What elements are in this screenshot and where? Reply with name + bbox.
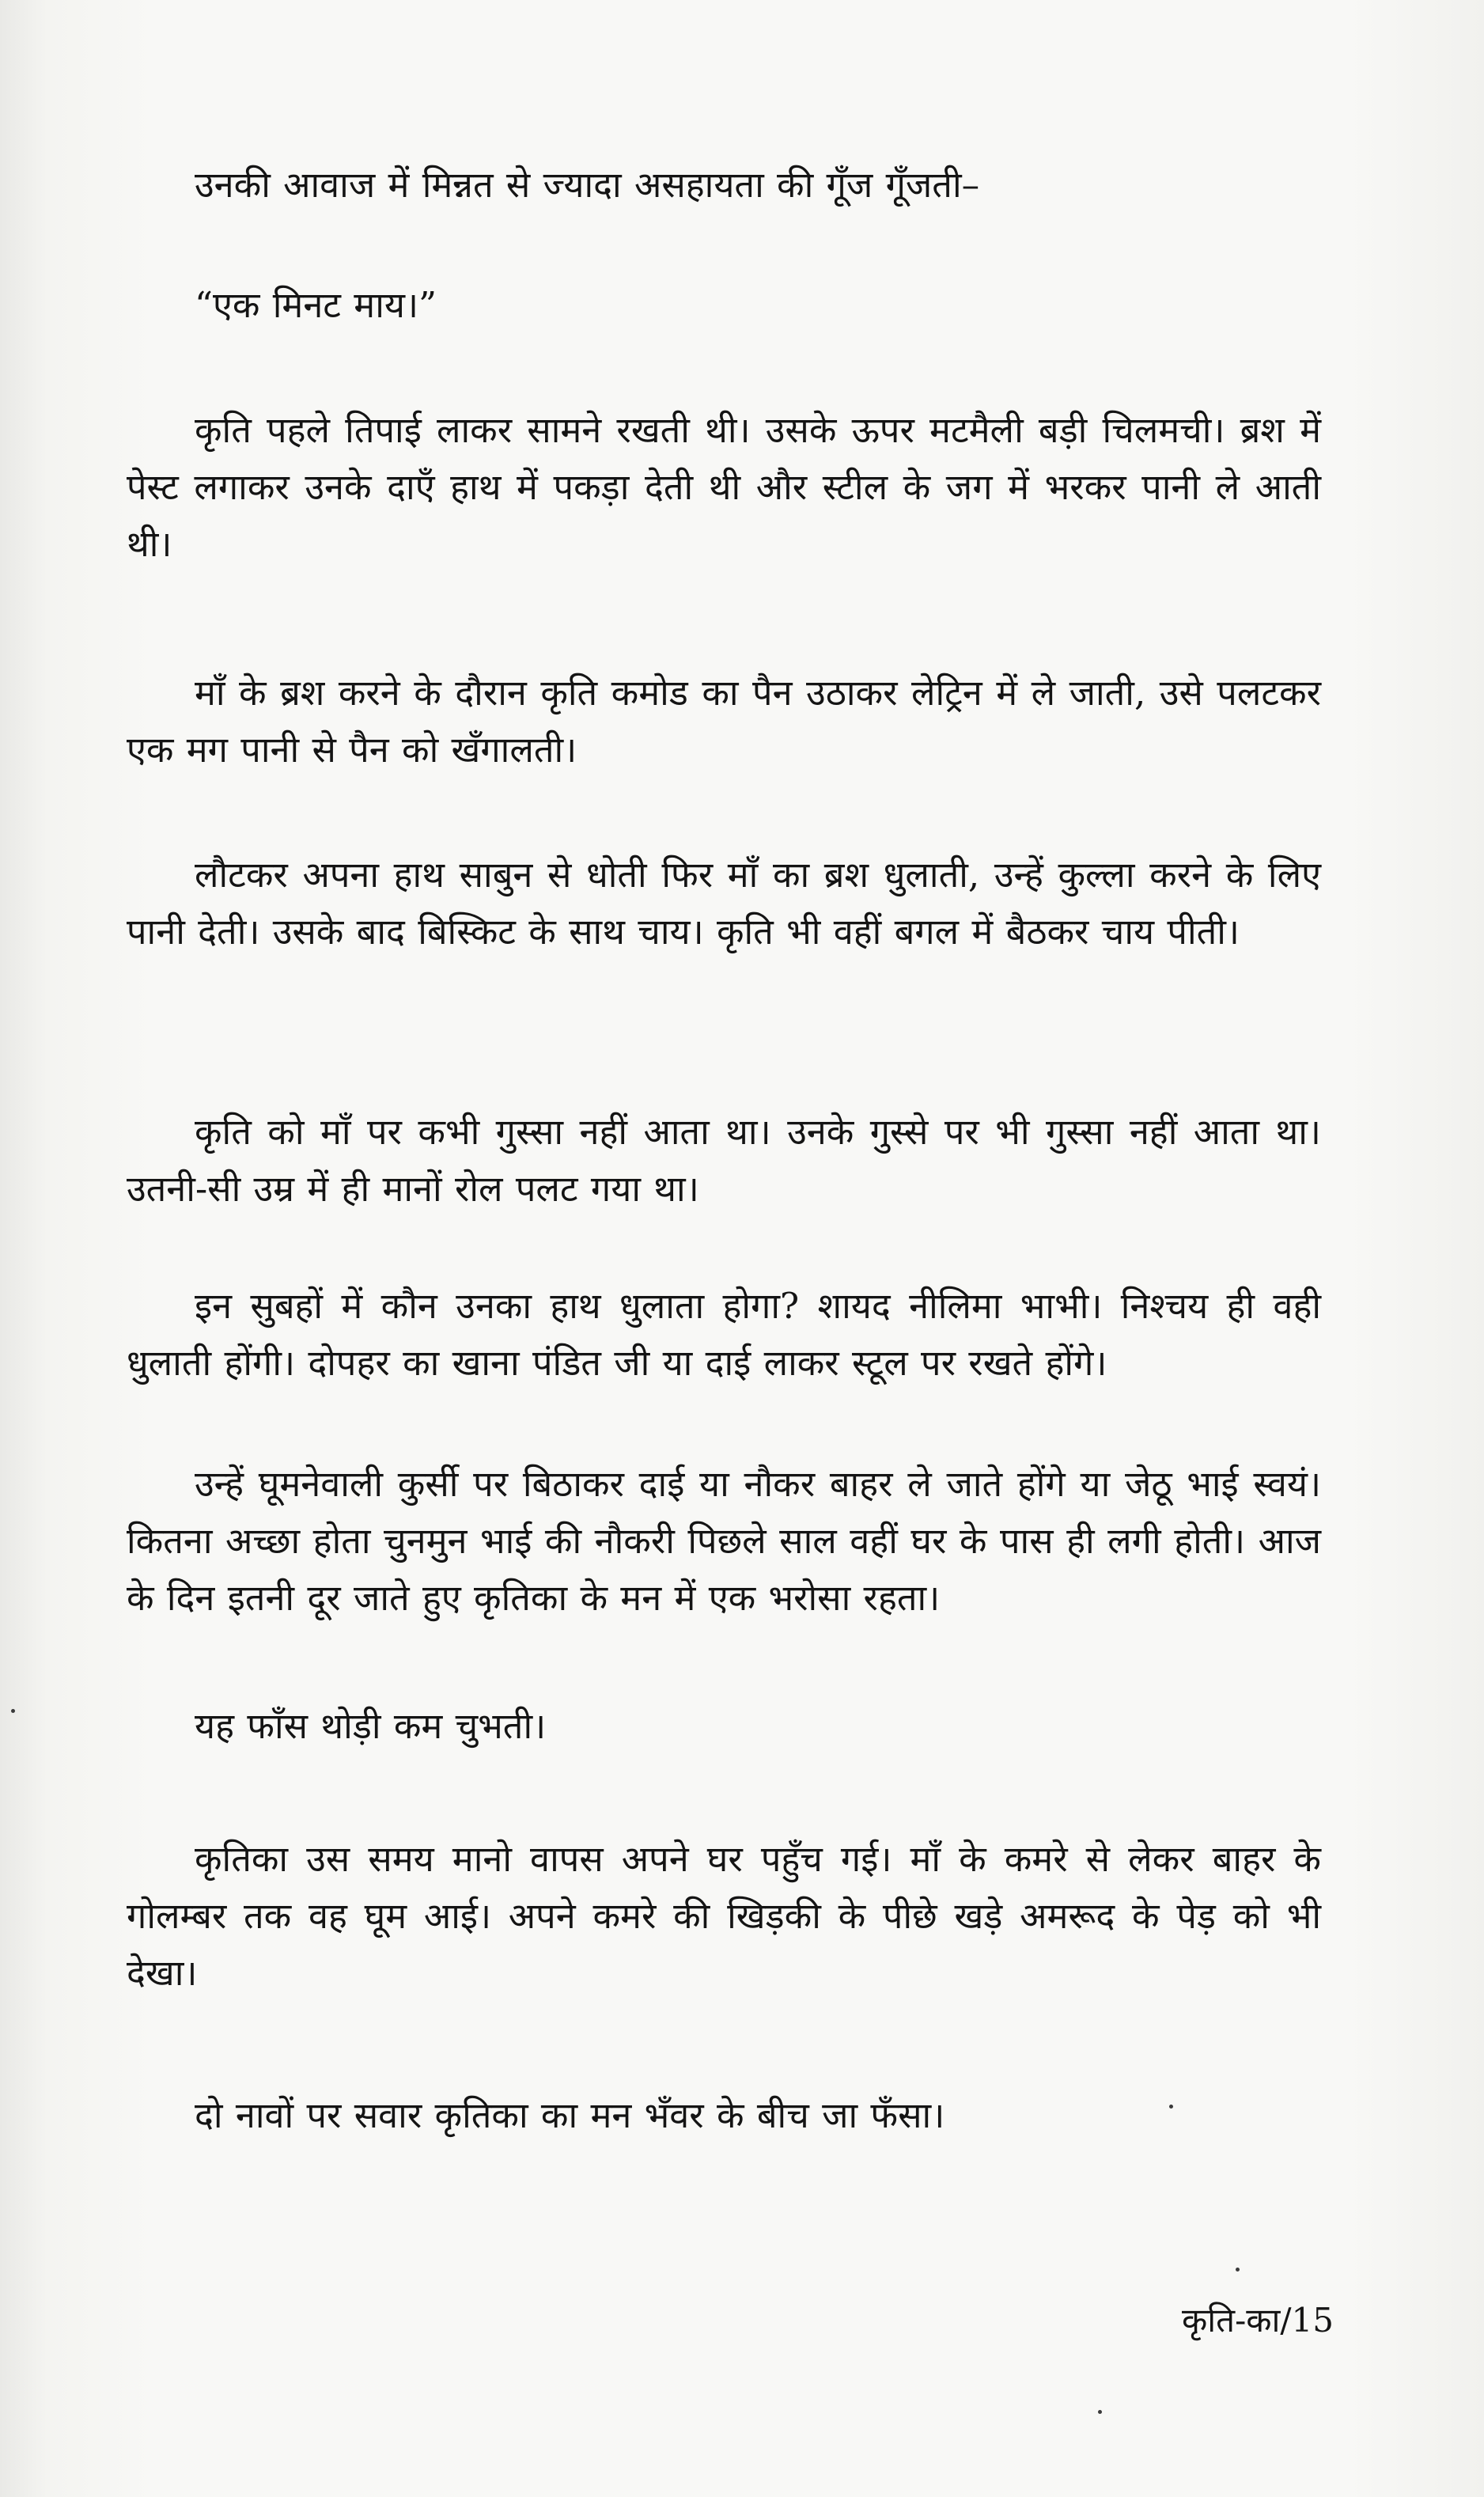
paragraph-6: कृति को माँ पर कभी गुस्सा नहीं आता था। उनके गुस्से पर भी गुस्सा नहीं आता था। उतनी-सी उम्र में ही मानों रोल पलट गया था। <box>127 1111 1321 1210</box>
paragraph-7: इन सुबहों में कौन उनका हाथ धुलाता होगा? शायद नीलिमा भाभी। निश्चय ही वही धुलाती होंगी। दोपहर का खाना पंडित जी या दाई लाकर स्टूल पर रखते होंगे। <box>127 1285 1321 1384</box>
paragraph-10: कृतिका उस समय मानो वापस अपने घर पहुँच गई। माँ के कमरे से लेकर बाहर के गोलम्बर तक वह घूम आई। अपने कमरे की खिड़की के पीछे खड़े अमरूद के पेड़ को भी देखा। <box>127 1838 1321 1994</box>
paragraph-2: “एक मिनट माय।” <box>195 284 437 326</box>
ink-speck <box>1236 2268 1240 2272</box>
paragraph-11: दो नावों पर सवार कृतिका का मन भँवर के बीच जा फँसा। <box>195 2094 945 2136</box>
paragraph-4: माँ के ब्रश करने के दौरान कृति कमोड का पैन उठाकर लेट्रिन में ले जाती, उसे पलटकर एक मग पानी से पैन को खँगालती। <box>127 672 1321 771</box>
paragraph-5: लौटकर अपना हाथ साबुन से धोती फिर माँ का ब्रश धुलाती, उन्हें कुल्ला करने के लिए पानी देती। उसके बाद बिस्किट के साथ चाय। कृति भी वहीं बगल में बैठकर चाय पीती। <box>127 854 1321 953</box>
paragraph-3: कृति पहले तिपाई लाकर सामने रखती थी। उसके ऊपर मटमैली बड़ी चिलमची। ब्रश में पेस्ट लगाकर उनके दाएँ हाथ में पकड़ा देती थी और स्टील के जग में भरकर पानी ले आती थी। <box>127 409 1321 565</box>
paragraph-8: उन्हें घूमनेवाली कुर्सी पर बिठाकर दाई या नौकर बाहर ले जाते होंगे या जेठू भाई स्वयं। कितना अच्छा होता चुनमुन भाई की नौकरी पिछले साल वहीं घर के पास ही लगी होती। आज के दिन इतनी दूर जाते हुए कृतिका के मन में एक भरोसा रहता। <box>127 1463 1321 1619</box>
ink-speck <box>1169 2105 1173 2109</box>
paragraph-9: यह फाँस थोड़ी कम चुभती। <box>195 1705 547 1747</box>
ink-speck <box>11 1709 15 1713</box>
ink-speck <box>1098 2410 1102 2414</box>
paragraph-1: उनकी आवाज में मिन्नत से ज्यादा असहायता की गूँज गूँजती– <box>195 164 980 206</box>
page-folio: कृति-का/15 <box>1182 2301 1334 2340</box>
